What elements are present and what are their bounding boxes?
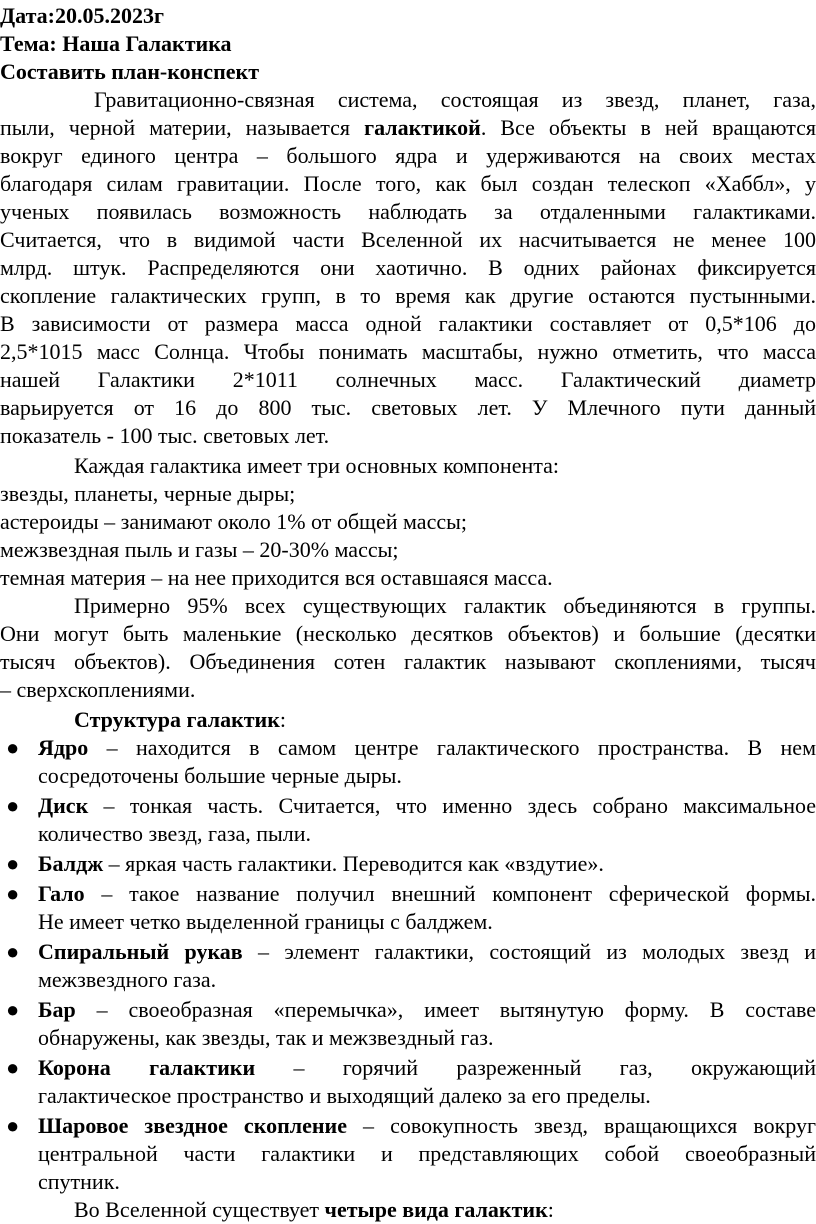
- structure-item-bar: Бар – своеобразная «перемычка», имеет вытянутую форму. В составе: [38, 997, 816, 1022]
- structure-item-halo: Гало – такое название получил внешний компонент сферической формы.: [38, 881, 816, 906]
- topic-line: Тема: Наша Галактика: [0, 31, 232, 56]
- para2-line-4: – сверхскоплениями.: [0, 677, 196, 702]
- bullet-icon: ●: [6, 1055, 20, 1080]
- para2-line-2: Они могут быть маленькие (несколько десятков объектов) и большие (десятки: [0, 621, 816, 646]
- bullet-icon: ●: [6, 851, 20, 876]
- structure-item-corona-cont: галактическое пространство и выходящий далеко за его пределы.: [38, 1083, 651, 1108]
- component-4: темная материя – на нее приходится вся оставшаяся масса.: [0, 565, 553, 590]
- para1-line-2: пыли, черной материи, называется галактикой. Все объекты в ней вращаются: [0, 115, 816, 140]
- structure-item-globular-cluster-cont2: спутник.: [38, 1169, 120, 1194]
- para1-line-10: 2,5*1015 масс Солнца. Чтобы понимать масштабы, нужно отметить, что масса: [0, 339, 816, 364]
- para1-line-9: В зависимости от размера масса одной галактики составляет от 0,5*106 до: [0, 311, 816, 336]
- structure-item-globular-cluster-cont: центральной части галактики и представляющих собой своеобразный: [38, 1141, 816, 1166]
- para1-line-4: благодаря силам гравитации. После того, как был создан телескоп «Хаббл», у: [0, 171, 816, 196]
- structure-item-spiral-arm: Спиральный рукав – элемент галактики, состоящий из молодых звезд и: [38, 939, 816, 964]
- para1-line-6: Считается, что в видимой части Вселенной их насчитывается не менее 100: [0, 227, 816, 252]
- component-1: звезды, планеты, черные дыры;: [0, 481, 296, 506]
- component-3: межзвездная пыль и газы – 20-30% массы;: [0, 537, 399, 562]
- term-galaxy: галактикой: [364, 115, 481, 140]
- bullet-icon: ●: [6, 881, 20, 906]
- structure-item-disk: Диск – тонкая часть. Считается, что именно здесь собрано максимальное: [38, 793, 816, 818]
- para1-line-3: вокруг единого центра – большого ядра и удерживаются на своих местах: [0, 143, 816, 168]
- para1-line-1: Гравитационно-связная система, состоящая из звезд, планет, газа,: [94, 87, 816, 112]
- components-intro: Каждая галактика имеет три основных компонента:: [74, 453, 559, 478]
- para1-line-5: ученых появилась возможность наблюдать за отдаленными галактиками.: [0, 199, 816, 224]
- para1-line-11: нашей Галактики 2*1011 солнечных масс. Галактический диаметр: [0, 367, 816, 392]
- para1-line-12: варьируется от 16 до 800 тыс. световых лет. У Млечного пути данный: [0, 395, 816, 420]
- structure-item-halo-cont: Не имеет четко выделенной границы с балджем.: [38, 909, 493, 934]
- structure-item-disk-cont: количество звезд, газа, пыли.: [38, 821, 312, 846]
- structure-item-bar-cont: обнаружены, как звезды, так и межзвездный газ.: [38, 1025, 494, 1050]
- component-2: астероиды – занимают около 1% от общей массы;: [0, 509, 467, 534]
- structure-item-spiral-arm-cont: межзвездного газа.: [38, 967, 217, 992]
- structure-item-core: Ядро – находится в самом центре галактического пространства. В нем: [38, 735, 816, 760]
- galaxy-types-intro: Во Вселенной существует четыре вида галактик:: [74, 1197, 554, 1222]
- task-line: Составить план-конспект: [0, 59, 259, 84]
- para2-line-1: Примерно 95% всех существующих галактик объединяются в группы.: [74, 593, 816, 618]
- bullet-icon: ●: [6, 997, 20, 1022]
- structure-item-bulge: Балдж – яркая часть галактики. Переводится как «вздутие».: [38, 851, 604, 876]
- structure-item-globular-cluster: Шаровое звездное скопление – совокупность звезд, вращающихся вокруг: [38, 1113, 816, 1138]
- para2-line-3: тысяч объектов). Объединения сотен галактик называют скоплениями, тысяч: [0, 649, 816, 674]
- para1-line-8: скопление галактических групп, в то время как другие остаются пустынными.: [0, 283, 816, 308]
- structure-item-core-cont: сосредоточены большие черные дыры.: [38, 763, 402, 788]
- date-line: Дата:20.05.2023г: [0, 3, 164, 28]
- structure-heading: Структура галактик:: [74, 707, 287, 732]
- bullet-icon: ●: [6, 735, 20, 760]
- bullet-icon: ●: [6, 939, 20, 964]
- structure-item-corona: Корона галактики – горячий разреженный газ, окружающий: [38, 1055, 816, 1080]
- bullet-icon: ●: [6, 1113, 20, 1138]
- para1-line-7: млрд. штук. Распределяются они хаотично. В одних районах фиксируется: [0, 255, 816, 280]
- para1-line-13: показатель - 100 тыс. световых лет.: [0, 423, 330, 448]
- bullet-icon: ●: [6, 793, 20, 818]
